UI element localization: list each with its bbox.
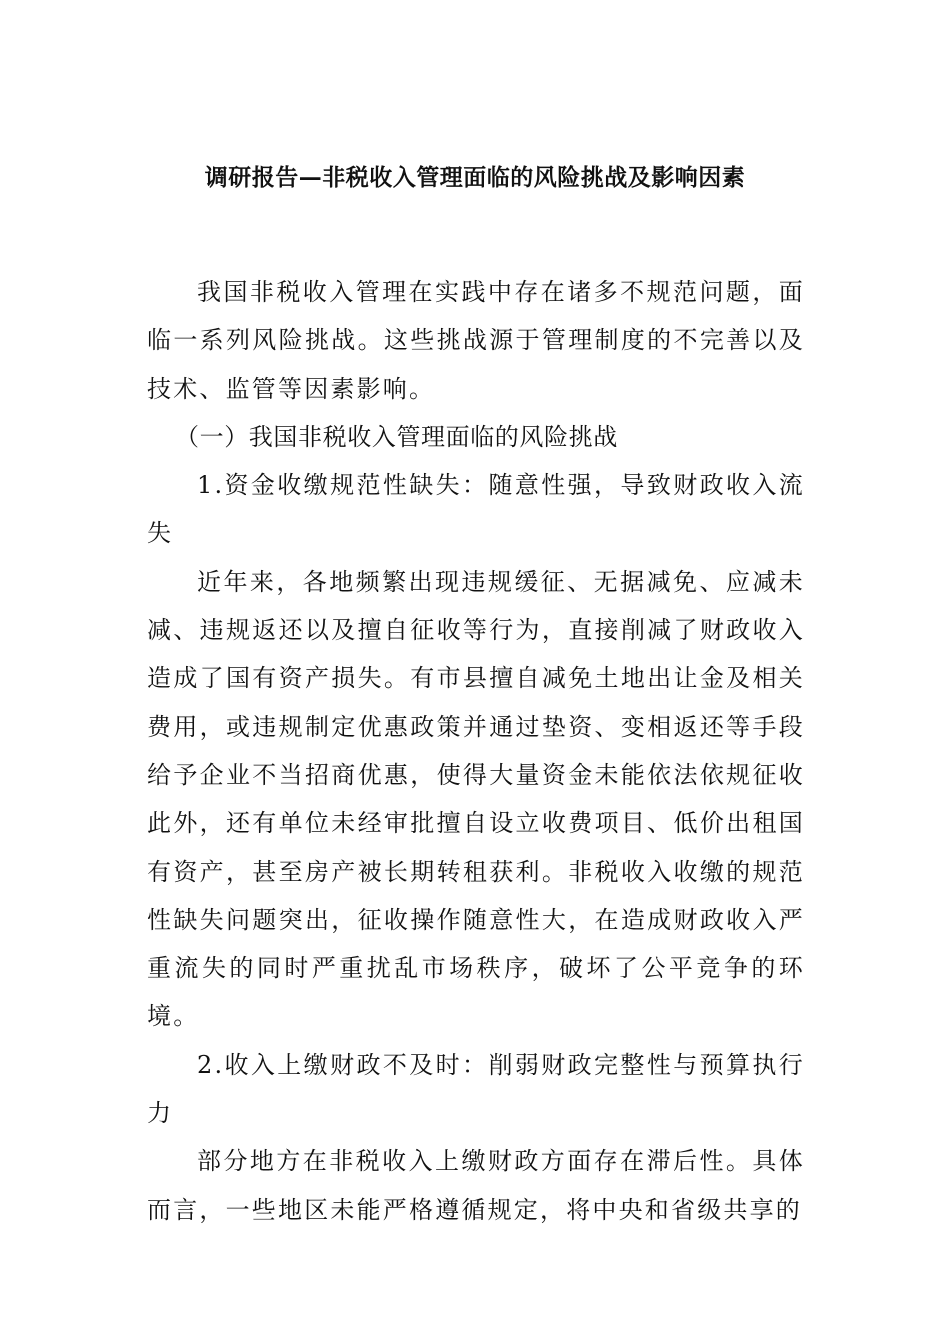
- document-title: 调研报告—非税收入管理面临的风险挑战及影响因素: [204, 164, 746, 191]
- body-paragraph-1: 近年来，各地频繁出现违规缓征、无据减免、应减未减、违规返还以及擅自征收等行为，直接削减了财政收入造成了国有资产损失。有市县擅自减免土地出让金及相关费用，或违规制定优惠政策并通过垫资、变相返还等手段给予企业不当招商优惠，使得大量资金未能依法依规征收此外，还有单位未经审批擅自设立收费项目、低价出租国有资产，甚至房产被长期转租获利。非税收入收缴的规范性缺失问题突出，征收操作随意性大，在造成财政收入严重流失的同时严重扰乱市场秩序，破坏了公平竞争的环境。: [147, 567, 805, 1031]
- body-paragraph-2: 部分地方在非税收入上缴财政方面存在滞后性。具体而言，一些地区未能严格遵循规定，将中央和省级共享的: [147, 1147, 805, 1224]
- section-heading-1: （一）我国非税收入管理面临的风险挑战: [175, 422, 618, 451]
- intro-paragraph: 我国非税收入管理在实践中存在诸多不规范问题，面临一系列风险挑战。这些挑战源于管理制度的不完善以及技术、监管等因素影响。: [147, 278, 805, 403]
- document-body: [147, 268, 805, 1234]
- subsection-heading-1: 1.资金收缴规范性缺失：随意性强，导致财政收入流失: [147, 471, 805, 548]
- subsection-heading-2: 2.收入上缴财政不及时：削弱财政完整性与预算执行力: [147, 1050, 805, 1128]
